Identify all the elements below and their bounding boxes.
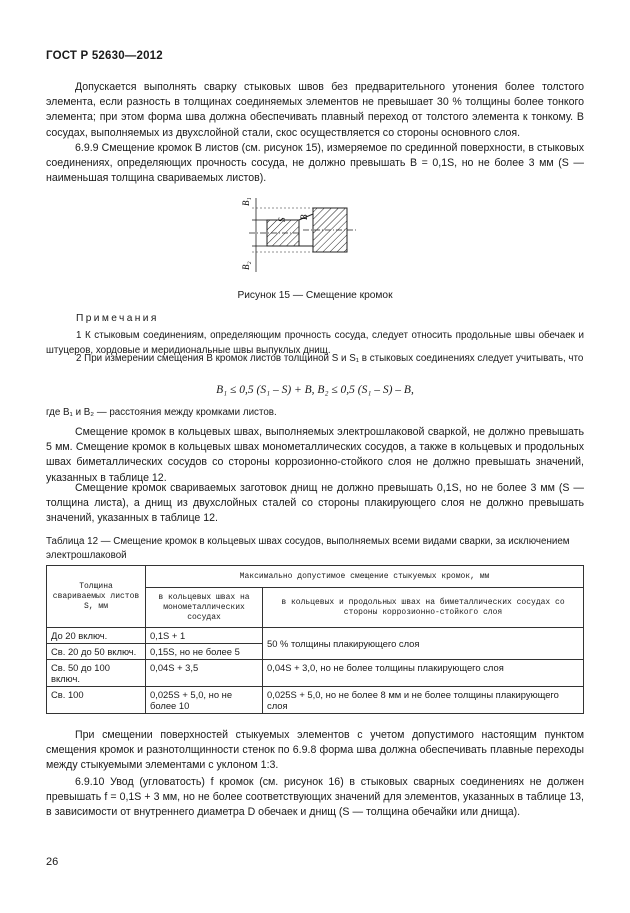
paragraph-butt-welding: Допускается выполнять сварку стыковых швов без предварительного утонения более толстого элемента, если разность в толщинах соединяемых элементов не превышает 30 % толщины более тонкого элемента; при этом форма шва должна обеспечивать плавный переход от толстого элемента к тонкому. В сосудах, выполняемых из двухслойной стали, скос осуществляется со стороны основного слоя. (46, 81, 584, 139)
table-row (47, 660, 584, 687)
cell-thickness: Св. 20 до 50 включ. (47, 644, 146, 660)
note-1: 1 К стыковым соединениям, определяющим прочность сосуда, следует относить продольные швы обечаек и штуцеров, хордовые и меридиональные швы выпуклых днищ. (46, 330, 584, 356)
paragraph-electroslag: Смещение кромок в кольцевых швах, выполняемых электрошлаковой сваркой, не должно превышать 5 мм. Смещение кромок в кольцевых швах монометаллических сосудов, а также в кольцевых и продольных швах биметаллических сосудов со стороны коррозионно-стойкого слоя не должно превышать значений, указанных в таблице 12. (46, 426, 584, 484)
document-header: ГОСТ Р 52630—2012 (46, 50, 163, 62)
cell-mono: 0,04S + 3,5 (146, 660, 263, 687)
table-12 (46, 565, 584, 714)
cell-thickness: Св. 50 до 100 включ. (47, 660, 146, 687)
paragraph-heads: Смещение кромок свариваемых заготовок днищ не должно превышать 0,1S, но не более 3 мм (S — толщина листа), а днищ из двухслойных сталей со стороны плакирующего слоя не должно превышать значений, указанных в таблице 12. (46, 482, 584, 525)
paragraph-6-9-9: 6.9.9 Смещение кромок B листов (см. рисунок 15), измеряемое по срединной поверхности, в стыковых соединениях, определяющих прочность сосуда, не должно превышать B = 0,1S, но не более 3 мм (S — наименьшая толщина свариваемых листов). (46, 142, 584, 185)
label-b1: B₁ (241, 197, 251, 206)
label-s: S (277, 217, 287, 222)
cell-bimetal: 0,025S + 5,0, но не более 8 мм и не более толщины плакирующего слоя (263, 687, 584, 714)
figure-edge-offset (239, 194, 369, 276)
cell-thickness: Св. 100 (47, 687, 146, 714)
paragraph-6-9-10: 6.9.10 Увод (угловатость) f кромок (см. рисунок 16) в стыковых сварных соединениях не должен превышать f = 0,1S + 3 мм, но не более соответствующих значений для элементов, указанных в таблице 13, в зависимости от внутреннего диаметра D обечаек и днищ (S — толщина обечайки или днища). (46, 776, 584, 819)
formula-where: где B₁ и B₂ — расстояния между кромками листов. (46, 407, 277, 418)
col-mono-header: в кольцевых швах на монометаллических сосудах (146, 588, 263, 628)
label-b: B (299, 214, 309, 220)
table-row (47, 687, 584, 714)
cell-bimetal: 50 % толщины плакирующего слоя (263, 628, 584, 660)
table-caption: Таблица 12 — Смещение кромок в кольцевых швах сосудов, выполняемых всеми видами сварки, за исключением электрошлаковой (46, 536, 570, 561)
cell-mono: 0,15S, но не более 5 (146, 644, 263, 660)
formula: B₁ ≤ 0,5 (S₁ – S) + B, B₂ ≤ 0,5 (S₁ – S) – B, (216, 384, 414, 396)
page-number: 26 (46, 856, 59, 868)
cell-bimetal: 0,04S + 3,0, но не более толщины плакирующего слоя (263, 660, 584, 687)
note-2: 2 При измерении смещения B кромок листов толщиной S и S₁ в стыковых соединениях следует учитывать, что (76, 353, 584, 364)
table-row (47, 628, 584, 644)
figure-caption: Рисунок 15 — Смещение кромок (237, 290, 393, 301)
group-header: Максимально допустимое смещение стыкуемых кромок, мм (146, 566, 584, 588)
col-bimetal-header: в кольцевых и продольных швах на биметаллических сосудах со стороны коррозионно-стойкого слоя (263, 588, 584, 628)
cell-mono: 0,1S + 1 (146, 628, 263, 644)
notes-heading: Примечания (76, 313, 159, 324)
cell-thickness: До 20 включ. (47, 628, 146, 644)
col-thickness-header: Толщина свариваемых листов S, мм (47, 566, 146, 628)
label-b2: B₂ (241, 261, 251, 270)
cell-mono: 0,025S + 5,0, но не более 10 (146, 687, 263, 714)
paragraph-surface-offset: При смещении поверхностей стыкуемых элементов с учетом допустимого настоящим пунктом смещения кромок и разнотолщинности стенок по 6.9.8 форма шва должна обеспечивать плавные переходы между стыкуемыми элементами с уклоном 1:3. (46, 729, 584, 772)
